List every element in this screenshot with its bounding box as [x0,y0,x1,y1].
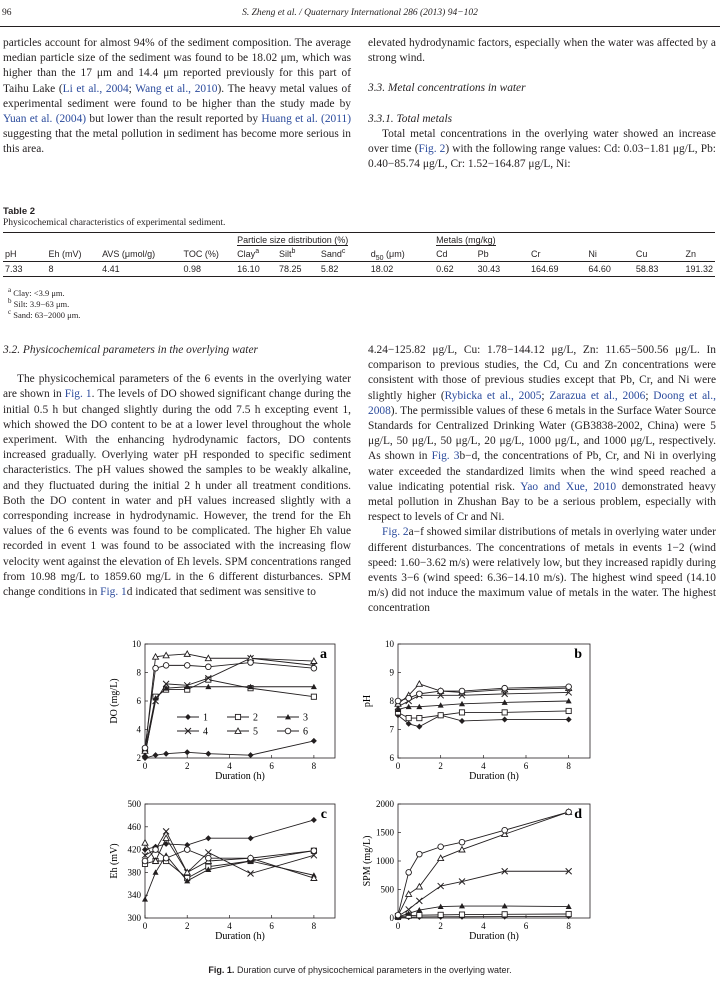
data-point [406,870,412,876]
paragraph: Total metal concentrations in the overlying water showed an increase over time (Fig. 2) with the following range values: Cd: 0.03−1.81 μg/L, Pb: 0.40−85.74 μg/L, Cr: 1.52−164.87 μg/L, Ni: [368,127,716,171]
figure-1-charts [0,620,720,950]
x-tick-label: 8 [566,921,571,931]
x-tick-label: 8 [566,761,571,771]
data-point [142,896,148,901]
y-tick-label: 1000 [376,856,394,866]
data-point [459,912,464,917]
x-tick-label: 2 [184,921,190,931]
data-point [502,912,507,917]
x-tick-label: 6 [269,761,274,771]
data-point [406,695,412,701]
x-tick-label: 6 [523,761,529,771]
y-tick-label: 6 [136,696,141,706]
x-tick-label: 2 [438,921,443,931]
series-line [145,687,314,755]
x-tick-label: 8 [311,921,317,931]
data-point [459,688,465,694]
y-tick-label: 0 [389,913,394,923]
series-line [145,855,314,899]
x-tick-label: 0 [142,921,148,931]
x-tick-label: 4 [481,761,486,771]
series-line [145,658,314,753]
table-footnotes [8,288,80,321]
y-axis-label: pH [362,694,373,708]
y-tick-label: 6 [389,753,394,763]
data-point [235,714,240,719]
y-tick-label: 8 [136,667,141,678]
col-header: AVS (μmol/g) [100,233,181,262]
legend-label: 6 [303,726,308,738]
paragraph: The physicochemical parameters of the 6 events in the overlying water are shown in Fig. 1. The levels of DO showed significant change during the initial 0.5 h but changed slightly during the odd 7.5 h excepting event 1, which showed the DO content to be at a lower level throughout the whole experiment. With the enhancing hydrodynamic factors, DO contents increased gradually. Overlying water pH responded to specific sediment characteristics. The pH values showed the samples to be weakly alkaline, and they fluctuated during the initial 2 h under all treatment conditions. Both the DO content in water and pH values increased slightly with a corresponding increase in hydrodynamic. However, the trend for the Eh values of the 6 events was found to be complicated. The higher Eh value recorded in event 1 was found to be associated with the increasing flow velocity went against the elevation of Eh levels. SPM concentrations ranged from 10.98 mg/L to 1859.60 mg/L in the 6 different disturbances. SPM change conditions in Fig. 1d indicated that sediment was sensitive to [3,373,351,599]
table-cell: 0.98 [182,262,236,277]
series-line [145,680,314,750]
data-point [153,665,159,671]
x-tick-label: 6 [269,921,274,931]
section-heading: 3.3. Metal concentrations in water [368,82,526,95]
data-point [566,809,572,815]
citation-link[interactable]: Zarazua et al., 2006 [549,389,646,402]
data-point [142,745,148,751]
figure-link[interactable]: Fig. 2 [418,143,446,156]
series-line [398,715,569,726]
series-3 [395,698,572,712]
chart-panel-a [109,639,335,782]
data-point [153,847,159,853]
data-point [311,738,317,744]
data-point [285,728,291,734]
data-point [566,708,571,713]
data-point [163,855,169,861]
col-header: $d_{50}$ (μm) [369,233,434,262]
data-point [248,855,254,861]
data-point [205,835,211,841]
col-header: Zn [685,249,696,259]
data-point [502,685,508,691]
data-point [206,855,212,861]
data-point [142,847,148,853]
data-point [417,691,423,697]
table-cell: 58.83 [634,262,684,277]
series-6 [142,660,316,751]
data-point [153,752,159,758]
col-header: pH [3,233,46,262]
x-tick-label: 0 [395,761,401,771]
y-tick-label: 2 [136,753,141,763]
data-point [142,858,148,864]
chart-panel-b [362,639,590,782]
data-point [417,913,422,918]
data-point [184,749,190,755]
chart-panel-d [362,799,590,942]
plot-frame [398,804,590,918]
series-line [145,831,314,873]
footnote: $^b$ Silt: 3.9−63 μm. [8,297,70,309]
y-tick-label: 300 [127,913,141,923]
data-point [502,827,508,833]
legend [177,713,308,738]
table-caption [3,206,225,229]
table-cell: 64.60 [586,262,634,277]
x-axis-label: Duration (h) [215,931,265,942]
data-point [311,848,317,854]
data-point [163,663,169,669]
series-6 [395,809,571,918]
legend-label: 5 [253,726,258,738]
series-2 [395,708,571,720]
x-axis-label: Duration (h) [469,771,519,782]
x-tick-label: 2 [438,761,443,771]
data-point [142,840,148,845]
footnote: $^c$ Sand: 63−2000 μm. [8,308,81,320]
data-point [438,912,443,917]
col-header: Clay$^a$ [237,248,260,259]
y-axis-label: SPM (mg/L) [362,835,373,887]
right-column-top [368,36,716,172]
col-header: Cr [530,249,541,259]
figure-1 [0,620,720,950]
data-point [206,664,212,670]
running-header [0,6,720,24]
figure-link[interactable]: Fig. 1 [100,586,127,599]
col-header: Silt$^b$ [279,248,296,259]
y-tick-label: 380 [127,867,141,878]
panel-letter: a [320,647,327,662]
series-line [145,663,314,749]
data-point [416,681,422,686]
data-point [438,844,444,850]
series-line [398,692,569,706]
y-tick-label: 1500 [376,827,394,838]
panel-letter: c [320,807,327,822]
y-tick-label: 4 [136,724,141,735]
data-point [416,724,422,730]
data-point [438,688,444,694]
y-tick-label: 7 [389,724,394,735]
data-point [459,839,465,845]
figure-link[interactable]: Fig. 2 [382,526,409,539]
data-point [153,869,159,874]
y-tick-label: 8 [389,696,394,706]
y-tick-label: 340 [127,890,141,901]
x-tick-label: 4 [227,761,232,771]
panel-letter: b [574,647,582,662]
page-number: 96 [2,8,12,18]
y-tick-label: 420 [127,844,141,855]
subsection-heading: 3.3.1. Total metals [368,112,453,125]
panel-letter: d [574,807,582,822]
col-header: Sand$^c$ [320,248,346,259]
table-cell: 16.10 [235,262,277,277]
figure-link[interactable]: Fig. 3 [431,450,460,463]
table-cell: 191.32 [683,262,715,277]
data-point [459,710,464,715]
data-point [184,663,190,669]
data-point [184,847,190,853]
series-line [398,701,569,710]
table-cell: 7.33 [3,262,46,277]
data-point [417,851,423,857]
table-title: Physicochemical characteristics of experimental sediment. [3,218,226,228]
section-heading: 3.2. Physicochemical parameters in the overlying water [3,344,258,356]
table-cell: 4.41 [100,262,181,277]
table-cell: 0.62 [434,262,476,277]
data-point [459,718,465,724]
series-line [398,812,569,915]
journal-citation: S. Zheng et al. / Quaternary International 286 (2013) 94−102 [242,8,478,18]
col-header: Ni [588,249,597,259]
citation-link[interactable]: Yao and Xue, 2010 [520,480,617,493]
data-point [438,855,444,860]
data-point [205,751,211,757]
col-header: Eh (mV) [46,233,100,262]
sediment-table [3,232,715,277]
paragraph: elevated hydrodynamic factors, especially when the water was affected by a strong wind. [368,37,716,65]
left-column-top [3,36,351,158]
x-tick-label: 6 [523,921,529,931]
col-header: Cu [635,249,648,259]
table-label: Table 2 [3,206,36,217]
data-point [395,698,401,704]
right-column-bottom [368,343,716,617]
series-line [398,711,569,718]
data-point [248,835,254,841]
y-axis-label: DO (mg/L) [109,678,120,724]
table-cell: 8 [46,262,100,277]
y-axis-label: Eh (mV) [109,843,120,879]
x-axis-label: Duration (h) [215,771,265,782]
series-2 [142,848,316,881]
y-tick-label: 9 [389,667,394,678]
y-tick-label: 2000 [376,799,394,809]
series-5 [395,809,572,918]
legend-label: 3 [303,712,308,724]
citation-link[interactable]: Wang et al., 2010 [135,82,218,95]
figure-link[interactable]: Fig. 1 [64,388,92,401]
table-cell: 78.25 [277,262,319,277]
chart-panel-c [109,799,335,942]
series-line [145,851,314,878]
figure-caption: Fig. 1. Duration curve of physicochemical parameters in the overlying water. [208,965,512,975]
col-header: Cd [436,249,448,259]
table-cell: 18.02 [369,262,434,277]
data-point [406,716,411,721]
table-cell: 30.43 [476,262,529,277]
plot-frame [145,804,335,918]
col-header: Pb [477,249,489,259]
legend-label: 4 [203,726,208,738]
paragraph: Fig. 2a−f showed similar distributions of metals in overlying water under different disturbances. The concentrations of metals in events 1−2 (wind speed: 1.60−3.62 m/s) were relatively low, but they increased rapidly during events 3−6 (wind speed: 6.36−14.10 m/s). The highest wind speed (14.10 m/s) did not induce the maximum value of metals in the water. The highest concentration [368,526,716,615]
x-tick-label: 4 [481,921,486,931]
series-4 [142,655,317,756]
paragraph: 4.24−125.82 μg/L, Cu: 1.78−144.12 μg/L, Zn: 11.65−500.56 μg/L. In comparison to previous studies, the Cd, Cu and Zn concentrations were consistent with those of previous studies except that Pb, Cr, and Ni were slightly higher (Rybicka et al., 2005; Zarazua et al., 2006; Doong et al., 2008). The permissible values of these 6 metals in the Surface Water Source Standards for Centralized Drinking Water (GB3838-2002, China) were 5 μg/L, 50 μg/L, 50 μg/L, 20 μg/L, 1000 μg/L, and 1000 μg/L, respectively. As shown in Fig. 3b−d, the concentrations of Pb, Cr, and Ni in overlying water exceeded the standardized limits when the wind speed reached a value indicating potential risk. Yao and Xue, 2010 demonstrated heavy metal pollution in Zhushan Bay to be a serious problem, especially with respect to levels of Cr and Ni. [368,344,716,524]
data-point [311,694,316,699]
x-tick-label: 2 [184,761,190,771]
x-tick-label: 0 [142,761,148,771]
series-line [398,812,569,916]
data-point [163,751,169,757]
table-cell: 164.69 [529,262,586,277]
legend-label: 2 [253,712,258,724]
data-point [185,714,191,720]
y-tick-label: 500 [380,884,394,895]
x-tick-label: 4 [227,921,232,931]
data-point [502,710,507,715]
x-axis-label: Duration (h) [469,931,519,942]
citation-link[interactable]: Huang et al. (2011) [261,113,351,126]
citation-link[interactable]: Yuan et al. (2004) [3,113,87,126]
col-header: Particle size distribution (%) [235,233,369,248]
data-point [248,660,254,666]
data-point [502,717,508,723]
data-point [248,752,254,758]
legend-label: 1 [203,712,208,724]
data-point [395,912,401,918]
data-point [566,911,571,916]
y-tick-label: 10 [385,639,394,649]
x-tick-label: 8 [311,761,317,771]
citation-link[interactable]: Li et al., 2004 [62,82,129,95]
paragraph: particles account for almost 94% of the sediment composition. The average median particle size of the sediment was found to be 18.02 μm, which was higher than the 17 μm and 14.4 μm reported previously for this part of Taihu Lake (Li et al., 2004; Wang et al., 2010). The heavy metal values of experimental sediment were found to be higher than the study made by Yuan et al. (2004) but lower than the result reported by Huang et al. (2011) suggesting that the metal pollution in sediment has become more serious in this area. [3,37,352,156]
citation-link[interactable]: Doong et al., 2008 [368,389,716,417]
data-point [417,716,422,721]
data-point [311,665,317,671]
y-tick-label: 10 [132,639,141,649]
x-tick-label: 0 [395,921,401,931]
y-tick-label: 500 [127,799,141,809]
series-4 [142,828,317,876]
data-point [566,684,572,690]
data-point [438,713,443,718]
y-tick-label: 460 [127,821,141,832]
footnote: $^a$ Clay: <3.9 μm. [8,286,65,298]
data-point [311,817,317,823]
left-column-bottom [3,343,351,600]
data-point [566,717,572,723]
data-point [406,891,412,896]
header-rule [0,26,720,27]
col-header: Metals (mg/kg) [434,233,715,248]
table-row [3,262,715,277]
table-cell: 5.82 [319,262,369,277]
citation-link[interactable]: Rybicka et al., 2005 [444,389,542,402]
series-6 [395,684,571,704]
col-header: TOC (%) [182,233,236,262]
